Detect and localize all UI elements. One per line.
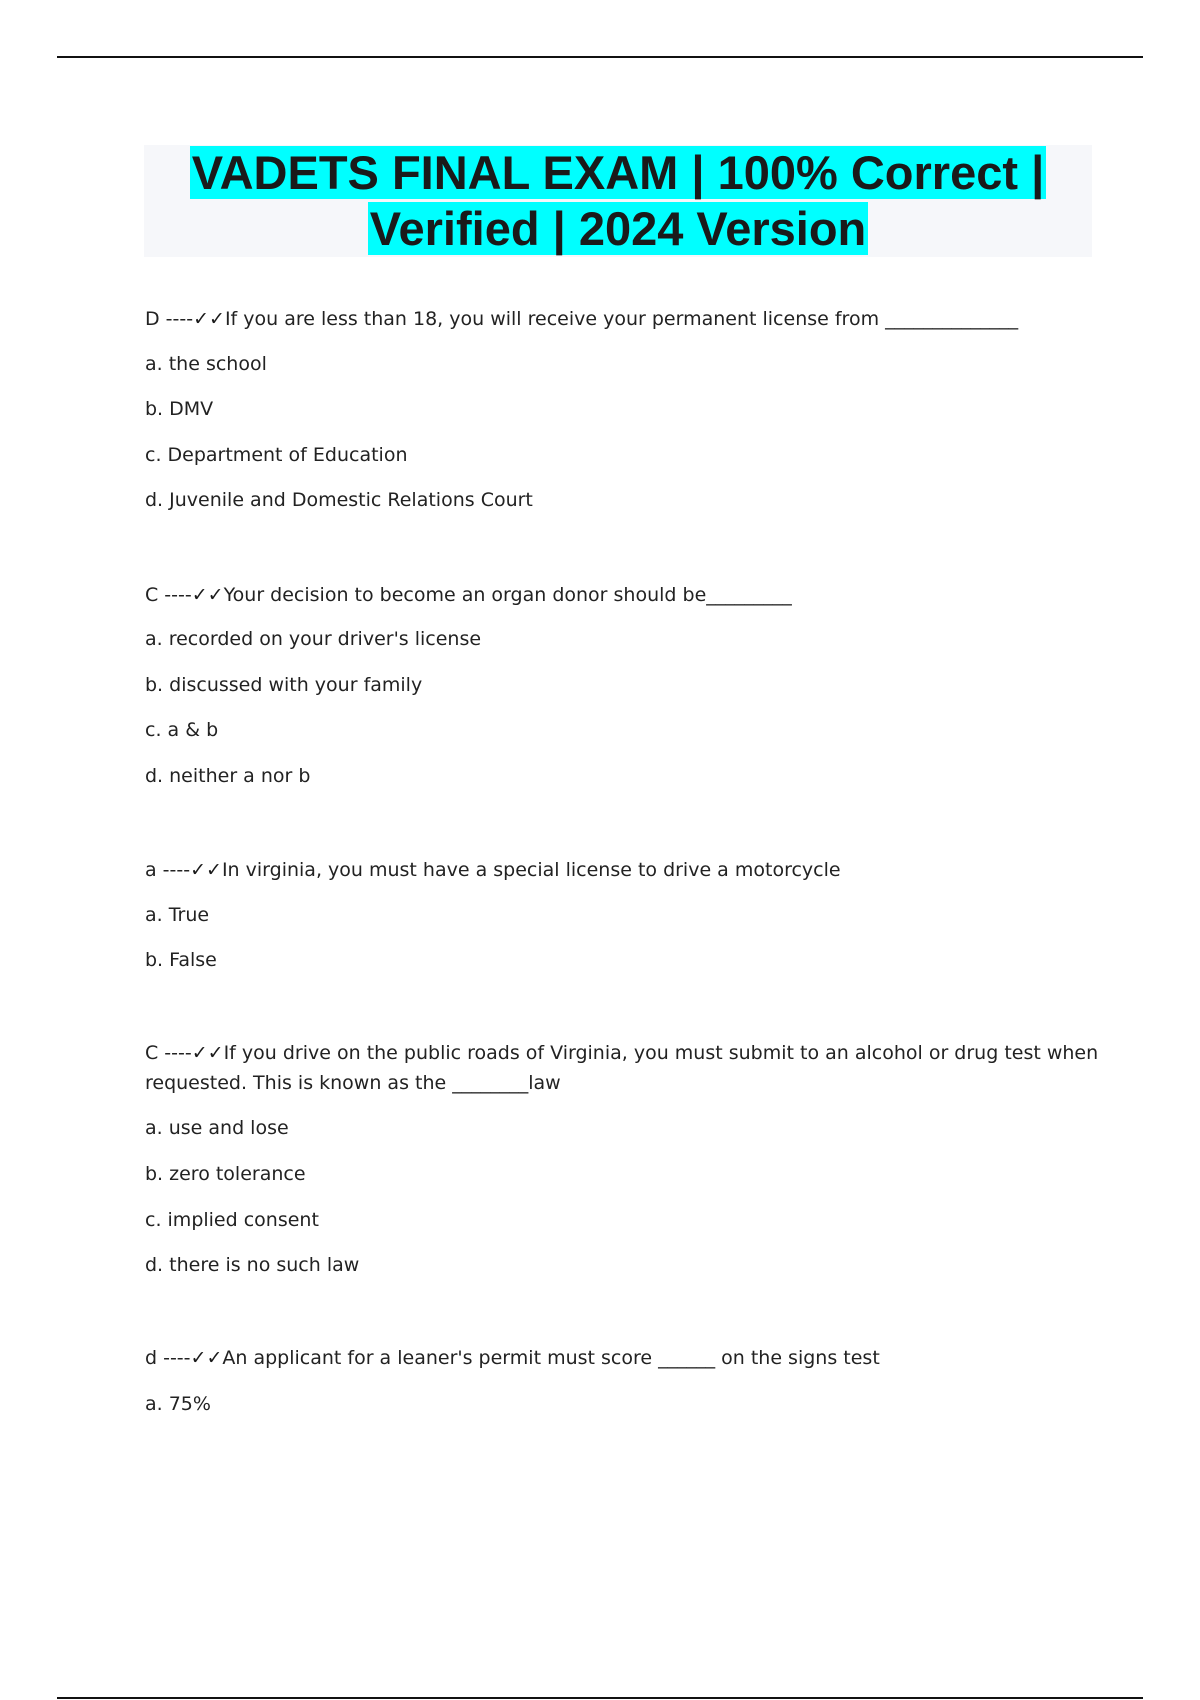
- answer-key: D ----: [145, 308, 194, 330]
- option-item: b. False: [145, 949, 217, 971]
- answer-key: d ----: [145, 1347, 191, 1369]
- prompt-text: In virginia, you must have a special license to drive a motorcycle: [221, 859, 841, 881]
- question-1-prompt: [145, 304, 1018, 334]
- question-4-prompt: [145, 1038, 1098, 1068]
- prompt-text: If you drive on the public roads of Virginia, you must submit to an alcohol or drug test when: [223, 1042, 1099, 1064]
- option-item: a. the school: [145, 353, 267, 375]
- option-item: b. discussed with your family: [145, 674, 423, 696]
- option-item: a. 75%: [145, 1393, 211, 1415]
- check-icon: ✓✓: [190, 859, 222, 881]
- question-3-prompt: [145, 855, 841, 885]
- check-icon: ✓✓: [190, 1347, 223, 1369]
- top-rule: [57, 56, 1143, 58]
- option-item: a. recorded on your driver's license: [145, 628, 482, 650]
- title-block: [144, 145, 1092, 257]
- check-icon: ✓✓: [191, 1042, 224, 1064]
- option-item: c. a & b: [145, 719, 219, 741]
- document-title: [144, 145, 1092, 257]
- answer-key: C ----: [145, 584, 192, 606]
- bottom-rule: [57, 1697, 1143, 1699]
- prompt-text: Your decision to become an organ donor should be_________: [223, 584, 792, 606]
- option-item: c. Department of Education: [145, 444, 408, 466]
- option-item: d. neither a nor b: [145, 765, 311, 787]
- title-line-2: Verified | 2024 Version: [369, 202, 867, 255]
- question-5-prompt: [145, 1343, 880, 1373]
- question-2-prompt: [145, 580, 792, 610]
- option-item: b. zero tolerance: [145, 1163, 306, 1185]
- title-line-1: VADETS FINAL EXAM | 100% Correct |: [191, 146, 1045, 199]
- answer-key: C ----: [145, 1042, 192, 1064]
- option-item: b. DMV: [145, 398, 214, 420]
- check-icon: ✓✓: [191, 584, 224, 606]
- check-icon: ✓✓: [193, 308, 225, 330]
- option-item: a. use and lose: [145, 1117, 289, 1139]
- option-item: a. True: [145, 904, 210, 926]
- answer-key: a ----: [145, 859, 191, 881]
- option-item: c. implied consent: [145, 1209, 319, 1231]
- prompt-text: An applicant for a leaner's permit must score ______ on the signs test: [222, 1347, 880, 1369]
- option-item: d. there is no such law: [145, 1254, 360, 1276]
- option-item: d. Juvenile and Domestic Relations Court: [145, 489, 533, 511]
- prompt-text: If you are less than 18, you will receive your permanent license from ______________: [224, 308, 1019, 330]
- question-4-prompt-continued: requested. This is known as the ________law: [145, 1072, 561, 1094]
